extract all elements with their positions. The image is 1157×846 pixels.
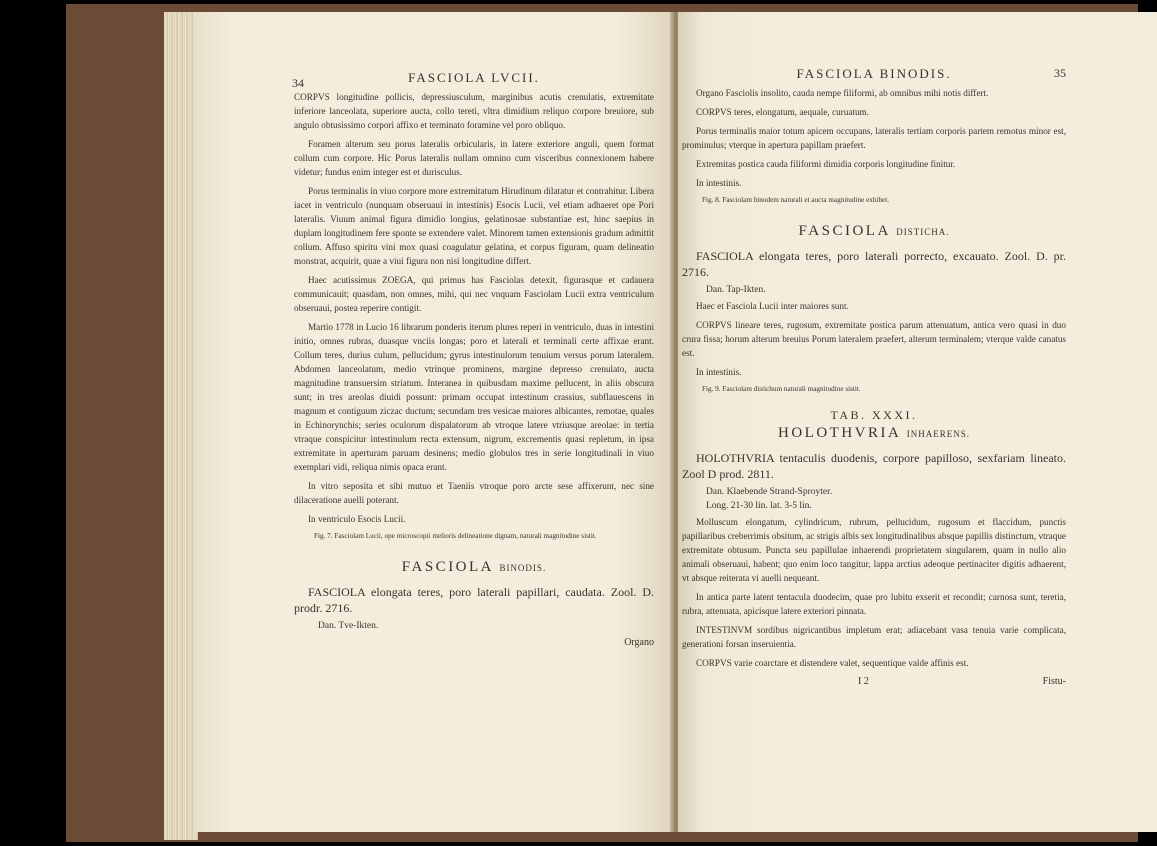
page-edges: [164, 12, 198, 840]
left-section-text: FASCIOLA elongata teres, poro laterali papillari, caudata. Zool. D. prodr. 2716.: [294, 585, 654, 615]
right-holothuria-text: HOLOTHVRIA tentaculis duodenis, corpore papilloso, sexfariam lineato. Zool D prod. 2811.: [682, 451, 1066, 481]
left-paragraph-6: In vitro seposita et sibi mutuo et Taeniis vtroque poro arcte sese affixerunt, nec sine dilaceratione auelli poterant.: [294, 481, 654, 505]
right-heading3-main: HOLOTHVRIA: [778, 425, 901, 441]
right-measure: Long. 21-30 lin. lat. 3-5 lin.: [706, 501, 812, 511]
right-page-number: 35: [1054, 66, 1066, 80]
left-paragraph-7: In ventriculo Esocis Lucii.: [308, 514, 406, 524]
right-paragraph2-2: CORPVS lineare teres, rugosum, extremitate postica parum attenuatum, antica vero quasi in duo crura fissa; horum alterum breuius Porum lateralem praefert, alterum terminalem; vterque valde canatus est.: [682, 320, 1066, 358]
right-paragraph-5: In intestinis.: [696, 178, 742, 188]
right-synonym-2: Dan. Tap-Ikten.: [706, 285, 766, 295]
left-figure-caption: Fig. 7. Fasciolam Lucii, ope microscopii melioris delineatione dignam, naturali magnitudine sistit.: [314, 532, 597, 540]
right-heading2-main: FASCIOLA: [798, 223, 890, 239]
book-spread: [66, 4, 1138, 842]
left-heading-main: FASCIOLA: [401, 559, 494, 575]
left-catchword: Organo: [624, 637, 654, 648]
left-paragraph-1: CORPVS longitudine pollicis, depressiusculum, marginibus acutis crenulatis, extremitate inferiore lanceolata, superiore aucta, collo tereti, vltra dimidium reliquo corpore breuiore, sub angulo obtusissimo corpori affixo et terminato foramine vel poro obliquo.: [294, 92, 654, 130]
right-paragraph-4: Extremitas postica cauda filiformi dimidia corporis longitudine finitur.: [696, 159, 956, 169]
left-synonym: Dan. Tve-Ikten.: [318, 621, 379, 631]
right-paragraph-3: Porus terminalis maior totum apicem occupans, lateralis tertiam corporis partem remotus minor est, prominulus; vterque in apertura papillam praefert.: [682, 126, 1066, 150]
left-page: [194, 12, 674, 832]
right-page: [678, 12, 1157, 832]
right-tab-label: TAB. XXXI.: [830, 408, 918, 422]
right-running-head: [682, 66, 1066, 86]
right-paragraph3-3: INTESTINVM sordibus nigricantibus impletum erat; adiacebant vasa tenuia varie complicata, generationi forsan inseruientia.: [682, 625, 1066, 649]
right-paragraph2-3: In intestinis.: [696, 367, 742, 377]
right-heading-disticha: [682, 223, 1066, 240]
left-running-title: FASCIOLA LVCII.: [408, 70, 540, 85]
right-paragraph-2: CORPVS teres, elongatum, aequale, curuatum.: [696, 107, 869, 117]
right-paragraph3-4: CORPVS varie coarctare et distendere valet, sequentique valde affinis est.: [696, 658, 969, 668]
left-paragraph-3: Porus terminalis in viuo corpore more extremitatum Hirudinum dilatatur et contrahitur. Libera iacet in ventriculo (nunquam obseruaui in intestinis) Esocis Lucii, vel etiam adhaeret ope Pori lateralis. Viuum animal figura dimidio longius, gelatinosae substantiae est, hinc saepius in duplam longitudinem fere sponte se extendere valet. Minorem tamen extensionis gradum admittit collum. Affuso spiritu vini mox quasi coagulatur gelatina, et corpus figuram, quam delineatio monstrat, acquirit, quae a viui figura non nisi longitudine differt.: [294, 186, 654, 266]
right-synonym-3: Dan. Klaebende Strand-Sproyter.: [706, 487, 833, 497]
left-paragraph-4: Haec acutissimus ZOEGA, qui primus has Fasciolas detexit, figurasque et cadauera communicauit; quasdam, non omnes, mihi, qui nec vnquam Fasciolam Lucii extra ventriculum obseruaui, postea reperire contigit.: [294, 275, 654, 313]
left-heading-small: BINODIS.: [499, 563, 547, 573]
right-paragraph3-2: In antica parte latent tentacula duodecim, quae pro lubitu exserit et recondit; carnosa sunt, teretia, rubra, attenuata, apicisque latere exteriori pinnata.: [682, 592, 1066, 616]
left-section-heading: [294, 559, 654, 576]
left-paragraph-5: Martio 1778 in Lucio 16 librarum ponderis iterum plures reperi in ventriculo, duas in intestini initio, omnes rubras, duasque vnciis longas; poro et laterali et terminali certe affixae erant. Collum teres, durius culum, pellucidum; gyrus intestinulorum tenuium versus porum lateralem. Abdomen lanceolatum, medio vtrinque prominens, margine depresso crenulato, aucta magnitudine transuersim striatum. Interanea in quibusdam maxime pellucent, in aliis obscura sunt; in tres areolas diuidi possunt: primam occupat intestinum crassius, subflauescens in magnum et contiguum ziczac ductum; secundam tres vesicae maiores albicantes, remotae, quales in Echinorynchis; series oculorum dispalatorum ab vtroque latere vtriusque areolae: in tertia vtraque conspicitur intestinulum recta extensum, nigrum, excrementis quasi repletum, in ipsa extremitate in aperturam paruam desinens; medio globulos tres in serie longitudinali in viuo exemplari vidi, reliqua nimis opaca erant.: [294, 322, 654, 472]
right-disticha-text: FASCIOLA elongata teres, poro laterali porrecto, excauato. Zool. D. pr. 2716.: [682, 249, 1066, 279]
right-heading-holothuria: [682, 425, 1066, 442]
right-paragraph-1: Organo Fasciolis insolito, cauda nempe filiformi, ab omnibus mihi notis differt.: [696, 88, 989, 98]
right-catchword: Fistu-: [1042, 676, 1066, 687]
left-paragraph-2: Foramen alterum seu porus lateralis orbicularis, in latere exteriore anguli, quem format collum cum corpore. Hic Porus lateralis nullam omnino cum visceribus connexionem habere videtur; fundus enim integer est et durisculus.: [294, 139, 654, 177]
right-heading3-small: INHAERENS.: [906, 429, 970, 439]
right-heading2-small: DISTICHA.: [896, 227, 950, 237]
left-page-number: 34: [292, 76, 304, 90]
right-signature: I 2: [858, 676, 869, 687]
left-running-head: [294, 70, 654, 90]
right-figure-caption-2: Fig. 9. Fasciolam distichum naturali magnitudine sistit.: [702, 385, 861, 393]
right-running-title: FASCIOLA BINODIS.: [796, 66, 952, 81]
right-paragraph2-1: Haec et Fasciola Lucii inter maiores sunt.: [696, 301, 849, 311]
right-footer: [682, 676, 1066, 690]
right-figure-caption-1: Fig. 8. Fasciolam binodem naturali et aucta magnitudine exhibet.: [702, 196, 890, 204]
right-paragraph3-1: Molluscum elongatum, cylindricum, rubrum, pellucidum, rugosum et flaccidum, punctis papillaribus creberrimis obsitum, ac strigis albis sex longitudinalibus absque papillis distinctum, vtraque extremitate obtusum. Puncta seu papillulae inhaerendi proprietatem singularem, quam in nullo alio animali obseruaui, habent; quo enim loco tangitur, lappa arctius adeoque pertinaciter digitis adhaerent, vt absque reiterata vi auelli nequeant.: [682, 517, 1066, 583]
